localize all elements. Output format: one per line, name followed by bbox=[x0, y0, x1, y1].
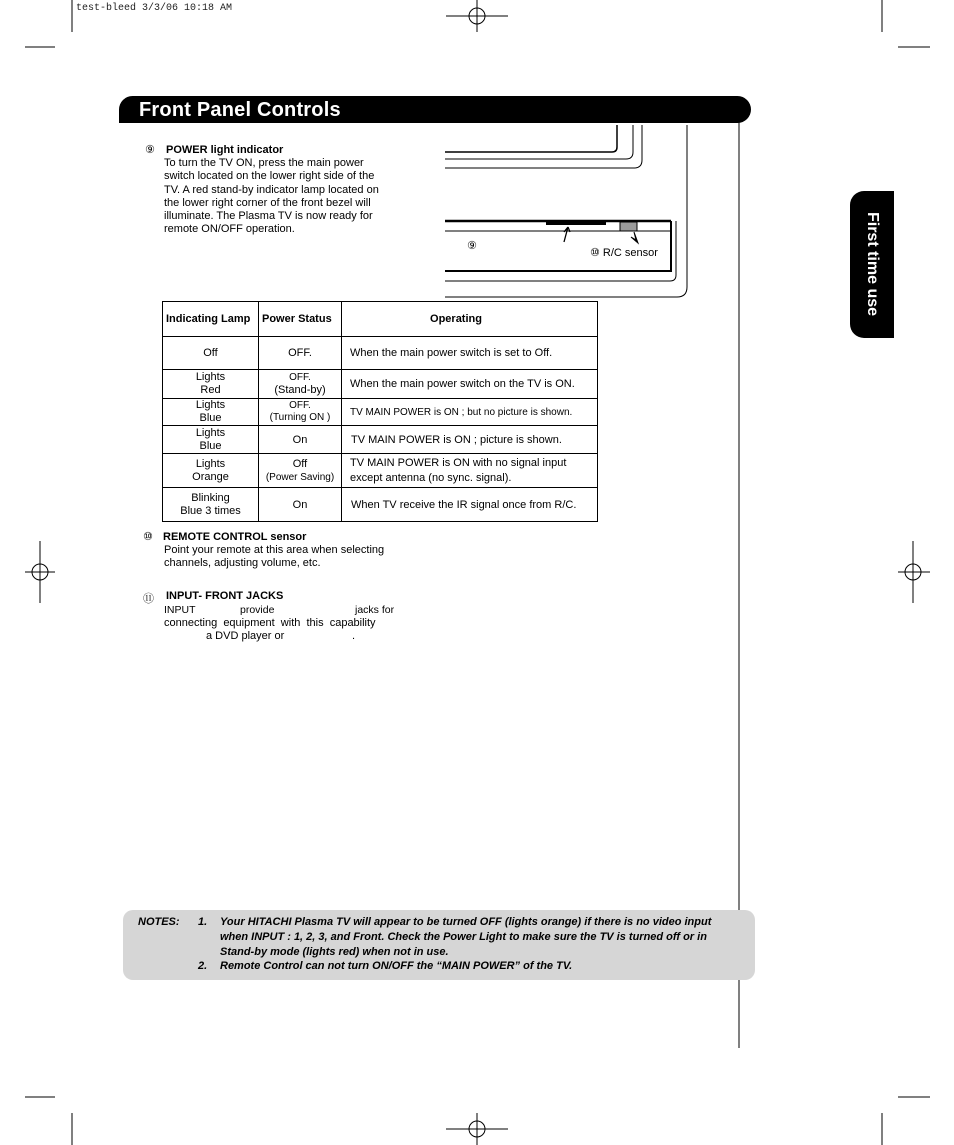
note-1-text: Your HITACHI Plasma TV will appear to be turned OFF (lights orange) if there is no video input when INPUT : 1, 2, 3, and Front. Check the Power Light to make sure the TV is turned off or in Stand-by mode (lights red) when not in use. bbox=[220, 916, 712, 958]
table-row bbox=[163, 488, 598, 522]
page-title: Front Panel Controls bbox=[139, 99, 341, 121]
power-arrow-icon bbox=[564, 227, 570, 242]
title-bar bbox=[119, 96, 751, 123]
section-11-title: INPUT- FRONT JACKS bbox=[166, 590, 284, 602]
section-9-number: ⑨ bbox=[145, 144, 155, 156]
cell-operating: When the main power switch on the TV is ON. bbox=[342, 370, 598, 399]
section-9-line: TV. A red stand-by indicator lamp located on bbox=[164, 183, 379, 196]
cell-status bbox=[259, 370, 342, 399]
cell-status-main: On bbox=[292, 498, 308, 511]
cell-status-sub: (Stand-by) bbox=[274, 384, 326, 396]
note-2-text: Remote Control can not turn ON/OFF the “MAIN POWER” of the TV. bbox=[220, 960, 573, 972]
power-switch bbox=[546, 222, 606, 225]
header-operating: Operating bbox=[342, 302, 598, 337]
cell-operating: When TV receive the IR signal once from R/C. bbox=[342, 488, 598, 522]
table-row bbox=[163, 426, 598, 454]
diagram-label-10: ⑩ R/C sensor bbox=[590, 247, 658, 259]
notes-box bbox=[123, 910, 755, 980]
cell-lamp: Blinking Blue 3 times bbox=[163, 488, 259, 522]
section-10-line: channels, adjusting volume, etc. bbox=[164, 557, 321, 570]
cell-status-main: Off bbox=[292, 457, 308, 470]
table-row bbox=[163, 370, 598, 399]
cell-status-main: OFF. bbox=[289, 400, 311, 411]
section-10-number: ⑩ bbox=[143, 531, 153, 543]
header-indicating-lamp: Indicating Lamp bbox=[163, 302, 259, 337]
cell-operating: TV MAIN POWER is ON ; picture is shown. bbox=[342, 426, 598, 454]
cell-lamp: Lights Blue bbox=[163, 399, 259, 426]
cell-status bbox=[259, 399, 342, 426]
cell-operating: When the main power switch is set to Off. bbox=[342, 337, 598, 370]
cell-lamp: Lights Orange bbox=[163, 454, 259, 488]
table-row bbox=[163, 454, 598, 488]
section-11-line3-a: a DVD player or bbox=[206, 630, 285, 642]
section-9-line: the lower right corner of the front bezel will bbox=[164, 196, 371, 209]
section-10-body bbox=[164, 544, 404, 571]
section-11-line1-a: INPUT bbox=[164, 604, 196, 616]
table-row bbox=[163, 399, 598, 426]
cell-status-main: OFF. bbox=[289, 372, 311, 383]
note-2-number: 2. bbox=[198, 960, 208, 972]
section-11-number: ⑪ bbox=[143, 593, 154, 605]
diagram-label-9: ⑨ bbox=[467, 240, 477, 252]
cell-status bbox=[259, 454, 342, 488]
table-header-row bbox=[163, 302, 598, 337]
section-10-title: REMOTE CONTROL sensor bbox=[163, 531, 307, 543]
rc-sensor-window bbox=[620, 222, 637, 231]
section-9-line: switch located on the lower right side of the bbox=[164, 170, 375, 183]
cell-status-main: On bbox=[292, 433, 308, 446]
side-tab bbox=[850, 191, 894, 338]
note-1-number: 1. bbox=[198, 916, 208, 928]
power-status-table bbox=[162, 301, 598, 522]
section-9-line: To turn the TV ON, press the main power bbox=[164, 157, 364, 169]
cell-operating: TV MAIN POWER is ON ; but no picture is shown. bbox=[342, 399, 598, 426]
cell-status bbox=[259, 426, 342, 454]
sensor-arrow-icon bbox=[631, 232, 638, 243]
tv-corner-diagram bbox=[440, 125, 700, 305]
section-11-line1-c: jacks for bbox=[355, 604, 395, 616]
cell-status bbox=[259, 337, 342, 370]
notes-label: NOTES: bbox=[138, 916, 180, 928]
section-9-line: illuminate. The Plasma TV is now ready for bbox=[164, 210, 373, 223]
cell-lamp: Lights Red bbox=[163, 370, 259, 399]
print-header: test-bleed 3/3/06 10:18 AM bbox=[76, 3, 233, 14]
cell-status bbox=[259, 488, 342, 522]
section-9-body bbox=[164, 157, 389, 237]
table-row bbox=[163, 337, 598, 370]
section-10-line: Point your remote at this area when selecting bbox=[164, 544, 385, 556]
header-power-status: Power Status bbox=[259, 302, 342, 337]
cell-lamp: Lights Blue bbox=[163, 426, 259, 454]
section-11-line3-b: . bbox=[352, 630, 356, 642]
cell-status-sub: (Power Saving) bbox=[265, 471, 335, 483]
section-11-line1-b: provide bbox=[240, 604, 275, 616]
cell-operating: TV MAIN POWER is ON with no signal input except antenna (no sync. signal). bbox=[342, 454, 598, 488]
cell-lamp: Off bbox=[163, 337, 259, 370]
section-9-line: remote ON/OFF operation. bbox=[164, 223, 295, 236]
cell-status-main: OFF. bbox=[288, 347, 312, 359]
section-11-line2: connecting equipment with this capability bbox=[164, 617, 376, 629]
cell-status-sub: (Turning ON ) bbox=[269, 412, 331, 423]
section-9-title: POWER light indicator bbox=[166, 144, 284, 156]
side-tab-label: First time use bbox=[864, 211, 881, 317]
